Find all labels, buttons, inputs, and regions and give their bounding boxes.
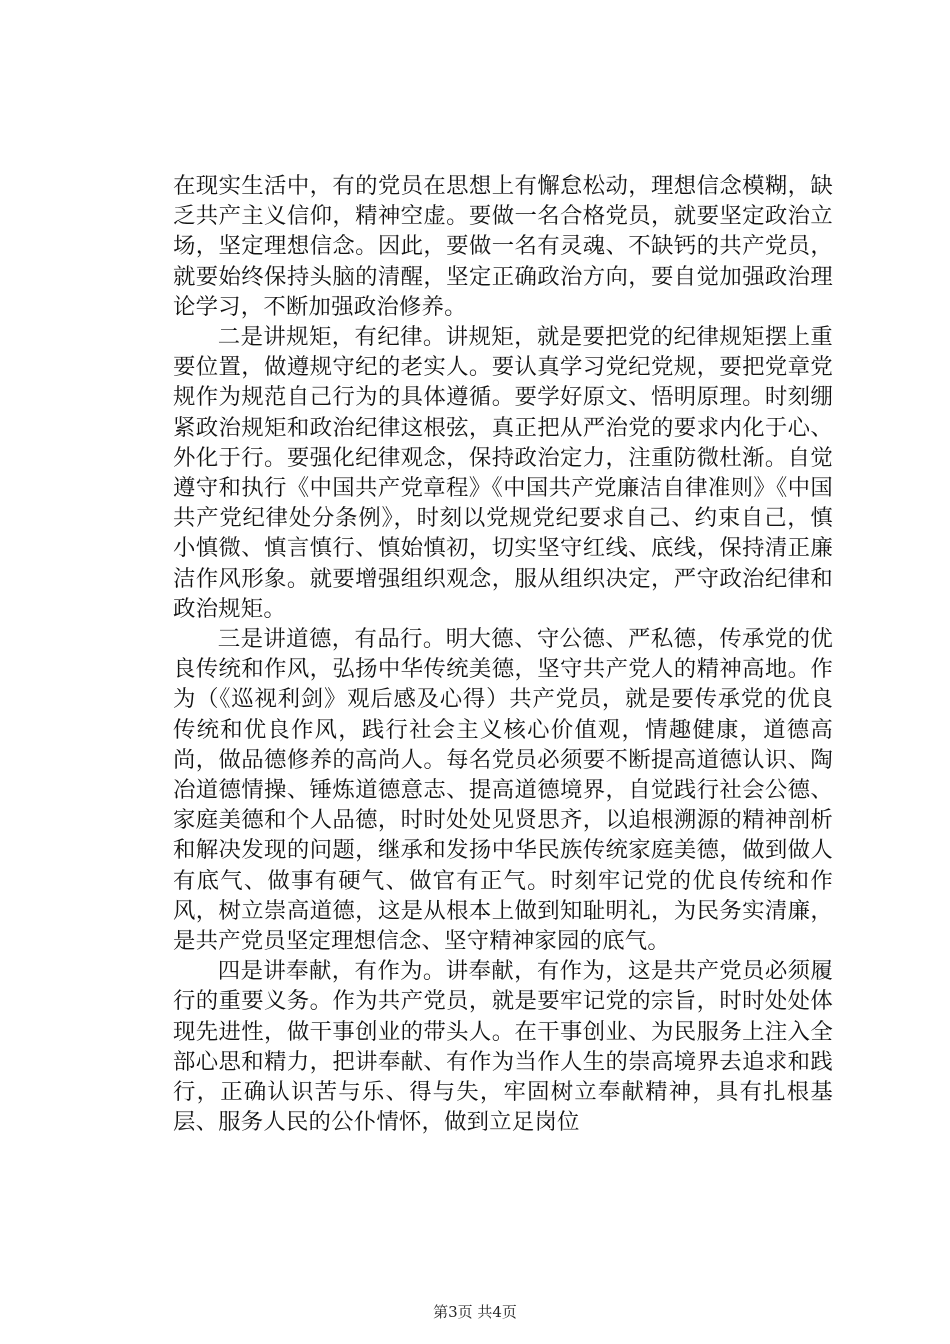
paragraph-dedication-action: 四是讲奉献，有作为。讲奉献，有作为，这是共产党员必须履行的重要义务。作为共产党员，就是要牢记党的宗旨，时时处处体现先进性，做干事创业的带头人。在干事创业、为民服务上注入全部心思和精力，把讲奉献、有作为当作人生的崇高境界去追求和践行，正确认识苦与乐、得与失，牢固树立奉献精神，具有扎根基层、服务人民的公仆情怀，做到立足岗位: [173, 958, 833, 1136]
paragraph-continuation: 在现实生活中，有的党员在思想上有懈怠松动，理想信念模糊，缺乏共产主义信仰，精神空虚。要做一名合格党员，就要坚定政治立场，坚定理想信念。因此，要做一名有灵魂、不缺钙的共产党员，就要始终保持头脑的清醒，坚定正确政治方向，要自觉加强政治理论学习，不断加强政治修养。: [173, 173, 833, 320]
paragraph-morality-conduct: 三是讲道德，有品行。明大德、守公德、严私德，传承党的优良传统和作风，弘扬中华传统美德，坚守共产党人的精神高地。作为（《巡视利剑》观后感及心得）共产党员，就是要传承党的优良传统和优良作风，践行社会主义核心价值观，情趣健康，道德高尚，做品德修养的高尚人。每名党员必须要不断提高道德认识、陶冶道德情操、锤炼道德意志、提高道德境界，自觉践行社会公德、家庭美德和个人品德，时时处处见贤思齐，以追根溯源的精神剖析和解决发现的问题，继承和发扬中华民族传统家庭美德，做到做人有底气、做事有硬气、做官有正气。时刻牢记党的优良传统和作风，树立崇高道德，这是从根本上做到知耻明礼，为民务实清廉，是共产党员坚定理想信念、坚守精神家园的底气。: [173, 626, 833, 955]
paragraph-rules-discipline: 二是讲规矩，有纪律。讲规矩，就是要把党的纪律规矩摆上重要位置，做遵规守纪的老实人。要认真学习党纪党规，要把党章党规作为规范自己行为的具体遵循。要学好原文、悟明原理。时刻绷紧政治规矩和政治纪律这根弦，真正把从严治党的要求内化于心、外化于行。要强化纪律观念，保持政治定力，注重防微杜渐。自觉遵守和执行《中国共产党章程》《中国共产党廉洁自律准则》《中国共产党纪律处分条例》，时刻以党规党纪要求自己、约束自己，慎小慎微、慎言慎行、慎始慎初，切实坚守红线、底线，保持清正廉洁作风形象。就要增强组织观念，服从组织决定，严守政治纪律和政治规矩。: [173, 324, 833, 622]
document-body: [173, 171, 833, 1138]
page-footer: 第3页 共4页: [433, 1303, 517, 1321]
